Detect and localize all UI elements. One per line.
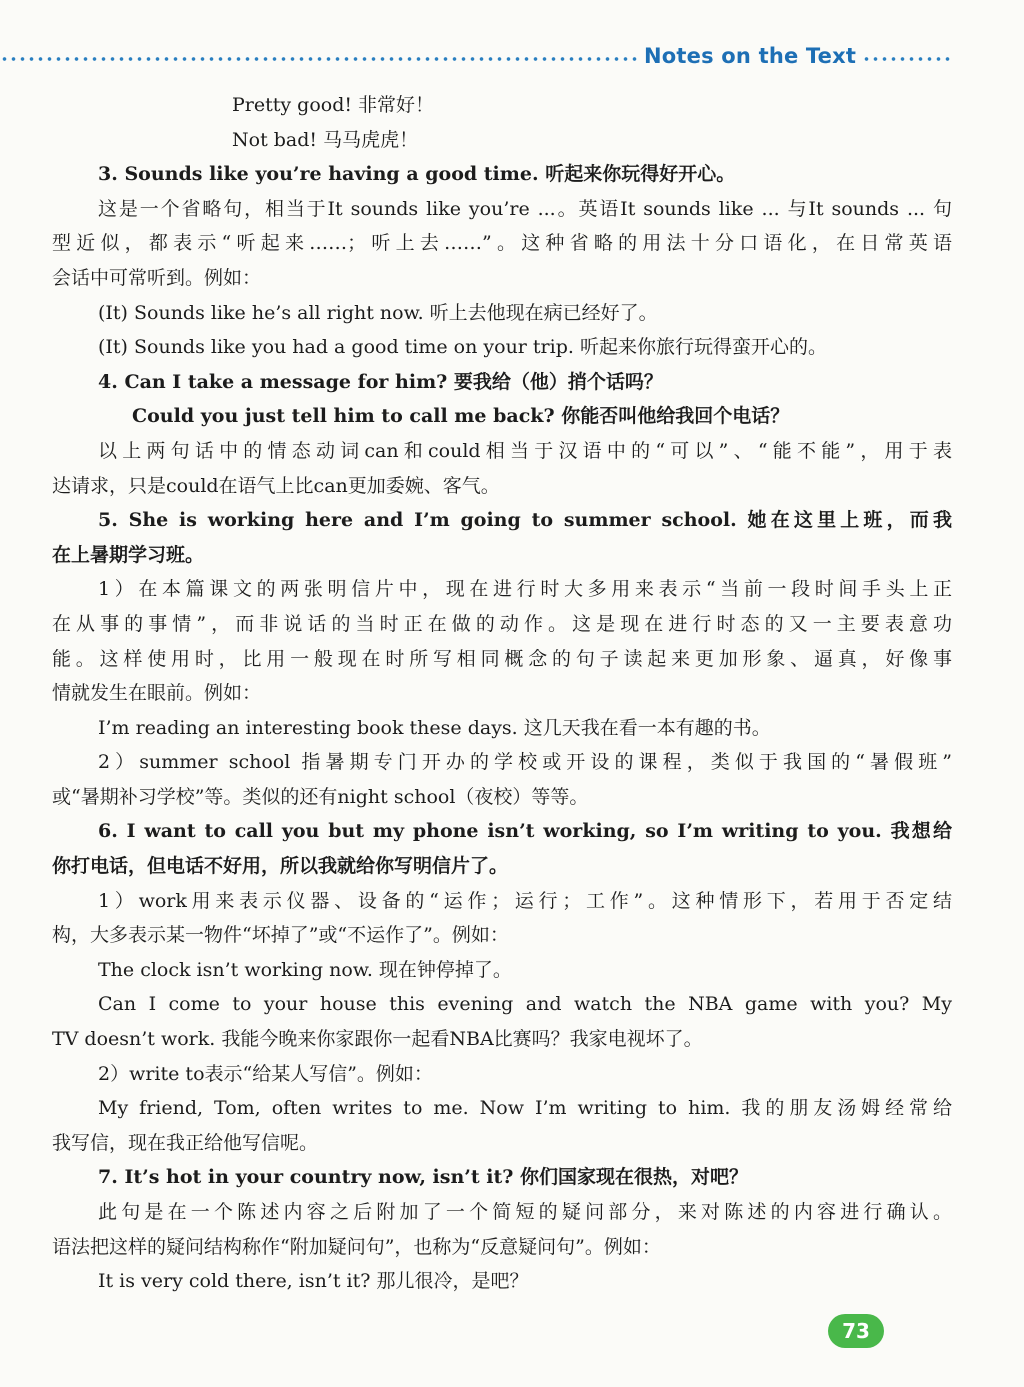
text-line: 2）write to表示“给某人写信”。例如： [98,1062,433,1085]
text-line: 2）summer school 指暑期专门开办的学校或开设的课程，类似于我国的“暑假班” [98,751,952,774]
note-heading: 你打电话，但电话不好用，所以我就给你写明信片了。 [52,855,509,878]
text-line: Not bad! 马马虎虎！ [232,128,419,151]
text-line: 这是一个省略句，相当于It sounds like you’re ...。英语It sounds like ... 与It sounds ... 句 [98,197,952,220]
note-heading: 5. She is working here and I’m going to summer school. 她在这里上班，而我 [98,509,952,532]
header-dotted-rule-right [862,56,954,62]
header-title: Notes on the Text [644,44,857,68]
example-line: My friend, Tom, often writes to me. Now I’m writing to him. 我的朋友汤姆经常给 [98,1097,952,1120]
example-line: It is very cold there, isn’t it? 那儿很冷，是吧？ [98,1270,529,1293]
note-heading: 在上暑期学习班。 [52,543,205,566]
example-line: The clock isn’t working now. 现在钟停掉了。 [98,958,512,981]
text-line: 能。这样使用时，比用一般现在时所写相同概念的句子读起来更加形象、逼真，好像事 [52,647,952,670]
note-heading: 4. Can I take a message for him? 要我给（他）捎个话吗？ [98,370,663,393]
text-line: 达请求，只是could在语气上比can更加委婉、客气。 [52,474,500,497]
note-heading: Could you just tell him to call me back? 你能否叫他给我回个电话？ [132,405,790,428]
example-line: 我写信，现在我正给他写信呢。 [52,1131,319,1154]
text-line: 构，大多表示某一物件“坏掉了”或“不运作了”。例如： [52,924,509,947]
note-heading: 7. It’s hot in your country now, isn’t it? 你们国家现在很热，对吧？ [98,1166,749,1189]
header-dotted-rule-left [0,56,640,62]
text-line: 型近似，都表示“听起来……；听上去……”。这种省略的用法十分口语化，在日常英语 [52,232,952,255]
text-line: 1）在本篇课文的两张明信片中，现在进行时大多用来表示“当前一段时间手头上正 [98,578,952,601]
text-line: 会话中可常听到。例如： [52,266,262,289]
running-header [0,42,1024,76]
note-heading: 6. I want to call you but my phone isn’t working, so I’m writing to you. 我想给 [98,820,952,843]
example-line: I’m reading an interesting book these days. 这几天我在看一本有趣的书。 [98,716,771,739]
note-heading: 3. Sounds like you’re having a good time. 听起来你玩得好开心。 [98,163,736,186]
text-line: 或“暑期补习学校”等。类似的还有night school（夜校）等等。 [52,785,589,808]
example-line: (It) Sounds like you had a good time on your trip. 听起来你旅行玩得蛮开心的。 [98,336,827,359]
text-line: 情就发生在眼前。例如： [52,682,262,705]
example-line: TV doesn’t work. 我能今晚来你家跟你一起看NBA比赛吗？我家电视坏了。 [52,1028,703,1051]
example-line: (It) Sounds like he’s all right now. 听上去他现在病已经好了。 [98,301,658,324]
text-line: 在从事的事情”，而非说话的当时正在做的动作。这是现在进行时态的又一主要表意功 [52,612,952,635]
text-line: 此句是在一个陈述内容之后附加了一个简短的疑问部分，来对陈述的内容进行确认。 [98,1201,952,1223]
text-line: 1）work用来表示仪器、设备的“运作；运行；工作”。这种情形下，若用于否定结 [98,889,952,912]
page-body [52,88,952,1299]
text-line: Pretty good! 非常好！ [232,94,435,116]
text-line: 以上两句话中的情态动词can和could相当于汉语中的“可以”、“能不能”，用于表 [98,439,952,462]
text-line: 语法把这样的疑问结构称作“附加疑问句”，也称为“反意疑问句”。例如： [52,1235,661,1258]
example-line: Can I come to your house this evening and watch the NBA game with you? My [98,993,952,1016]
page-number-badge: 73 [828,1314,884,1348]
